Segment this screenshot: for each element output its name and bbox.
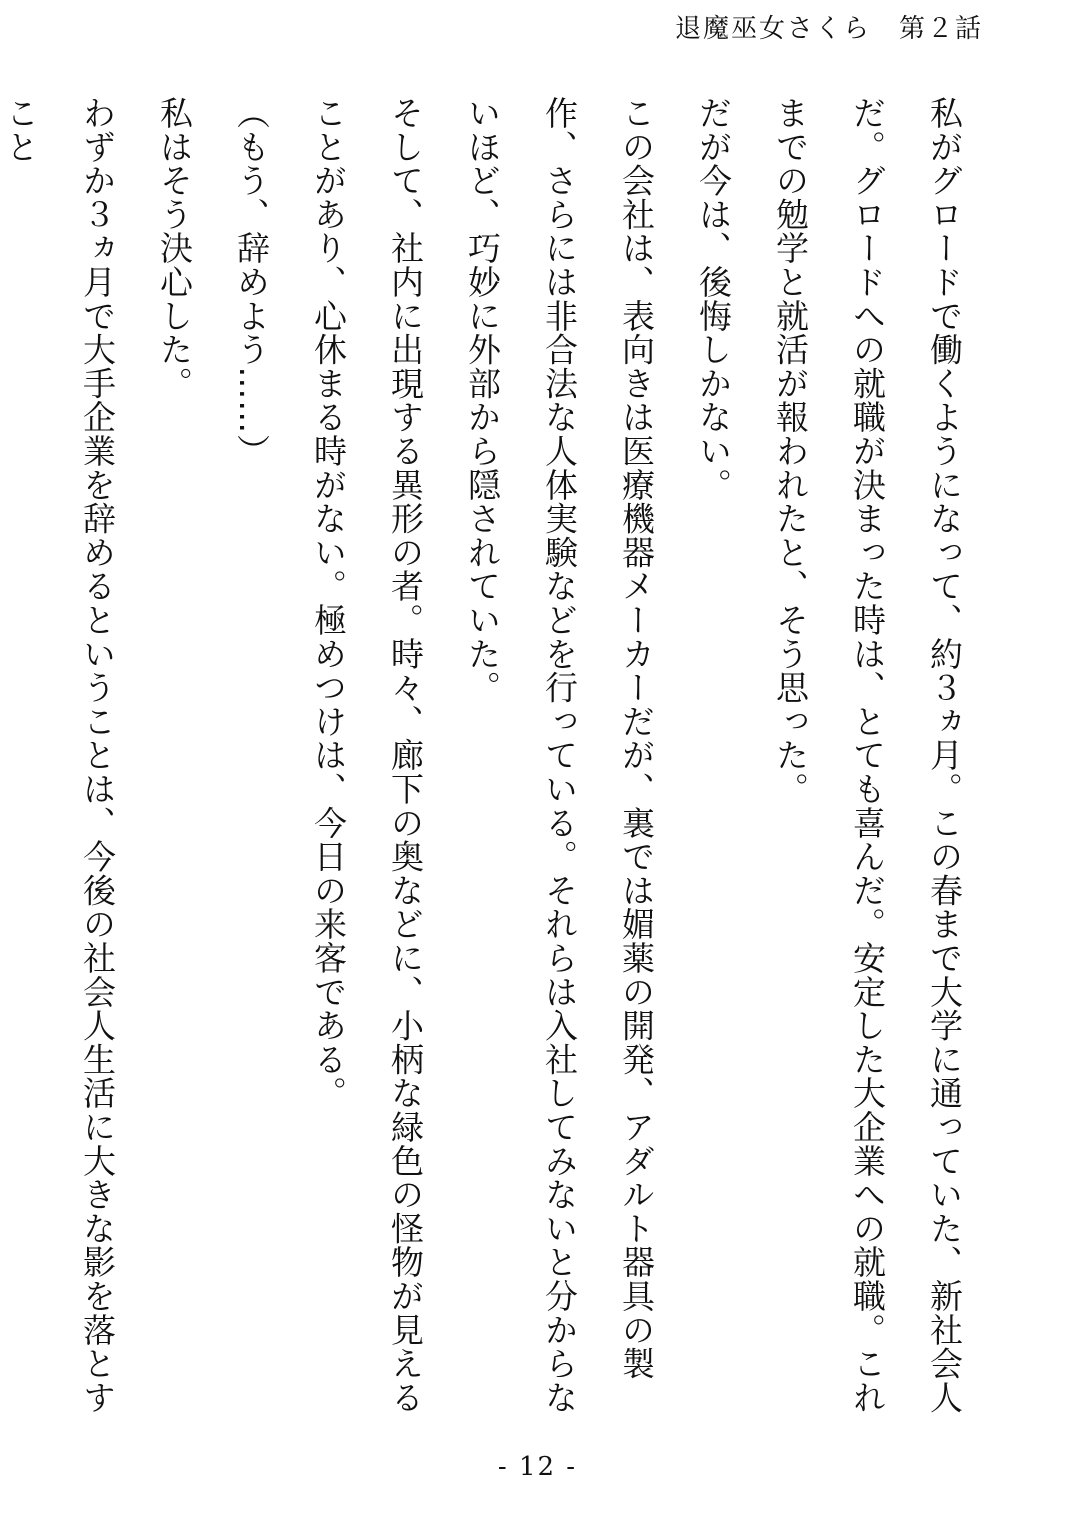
paragraph: この会社は、表向きは医療機器メーカーだが、裏では媚薬の開発、アダルト器具の製作、さらには非合法な人体実験などを行っている。それらは入社してみないと分からないほど、巧妙に外部から隠されていた。 [463, 96, 656, 1415]
page-number: - 12 - [497, 1452, 578, 1482]
paragraph: 私はそう決心した。 [155, 96, 194, 401]
paragraph: （もう、辞めよう……） [232, 96, 271, 468]
paragraph: 私がグロードで働くようになって、約３ヵ月。この春まで大学に通っていた、新社会人だ。グロードへの就職が決まった時は、とても喜んだ。安定した大企業への就職。これまでの勉学と就活が報われたと、そう思った。 [771, 96, 964, 1415]
novel-body-text [1, 96, 983, 1446]
paragraph: だが今は、後悔しかない。 [694, 96, 733, 502]
paragraph: わずか３ヵ月で大手企業を辞めるということは、今後の社会人生活に大きな影を落とすこと [1, 96, 117, 1415]
paragraph: そして、社内に出現する異形の者。時々、廊下の奥などに、小柄な緑色の怪物が見えることがあり、心休まる時がない。極めつけは、今日の来客である。 [309, 96, 425, 1415]
running-header: 退魔巫女さくら 第２話 [674, 14, 983, 44]
